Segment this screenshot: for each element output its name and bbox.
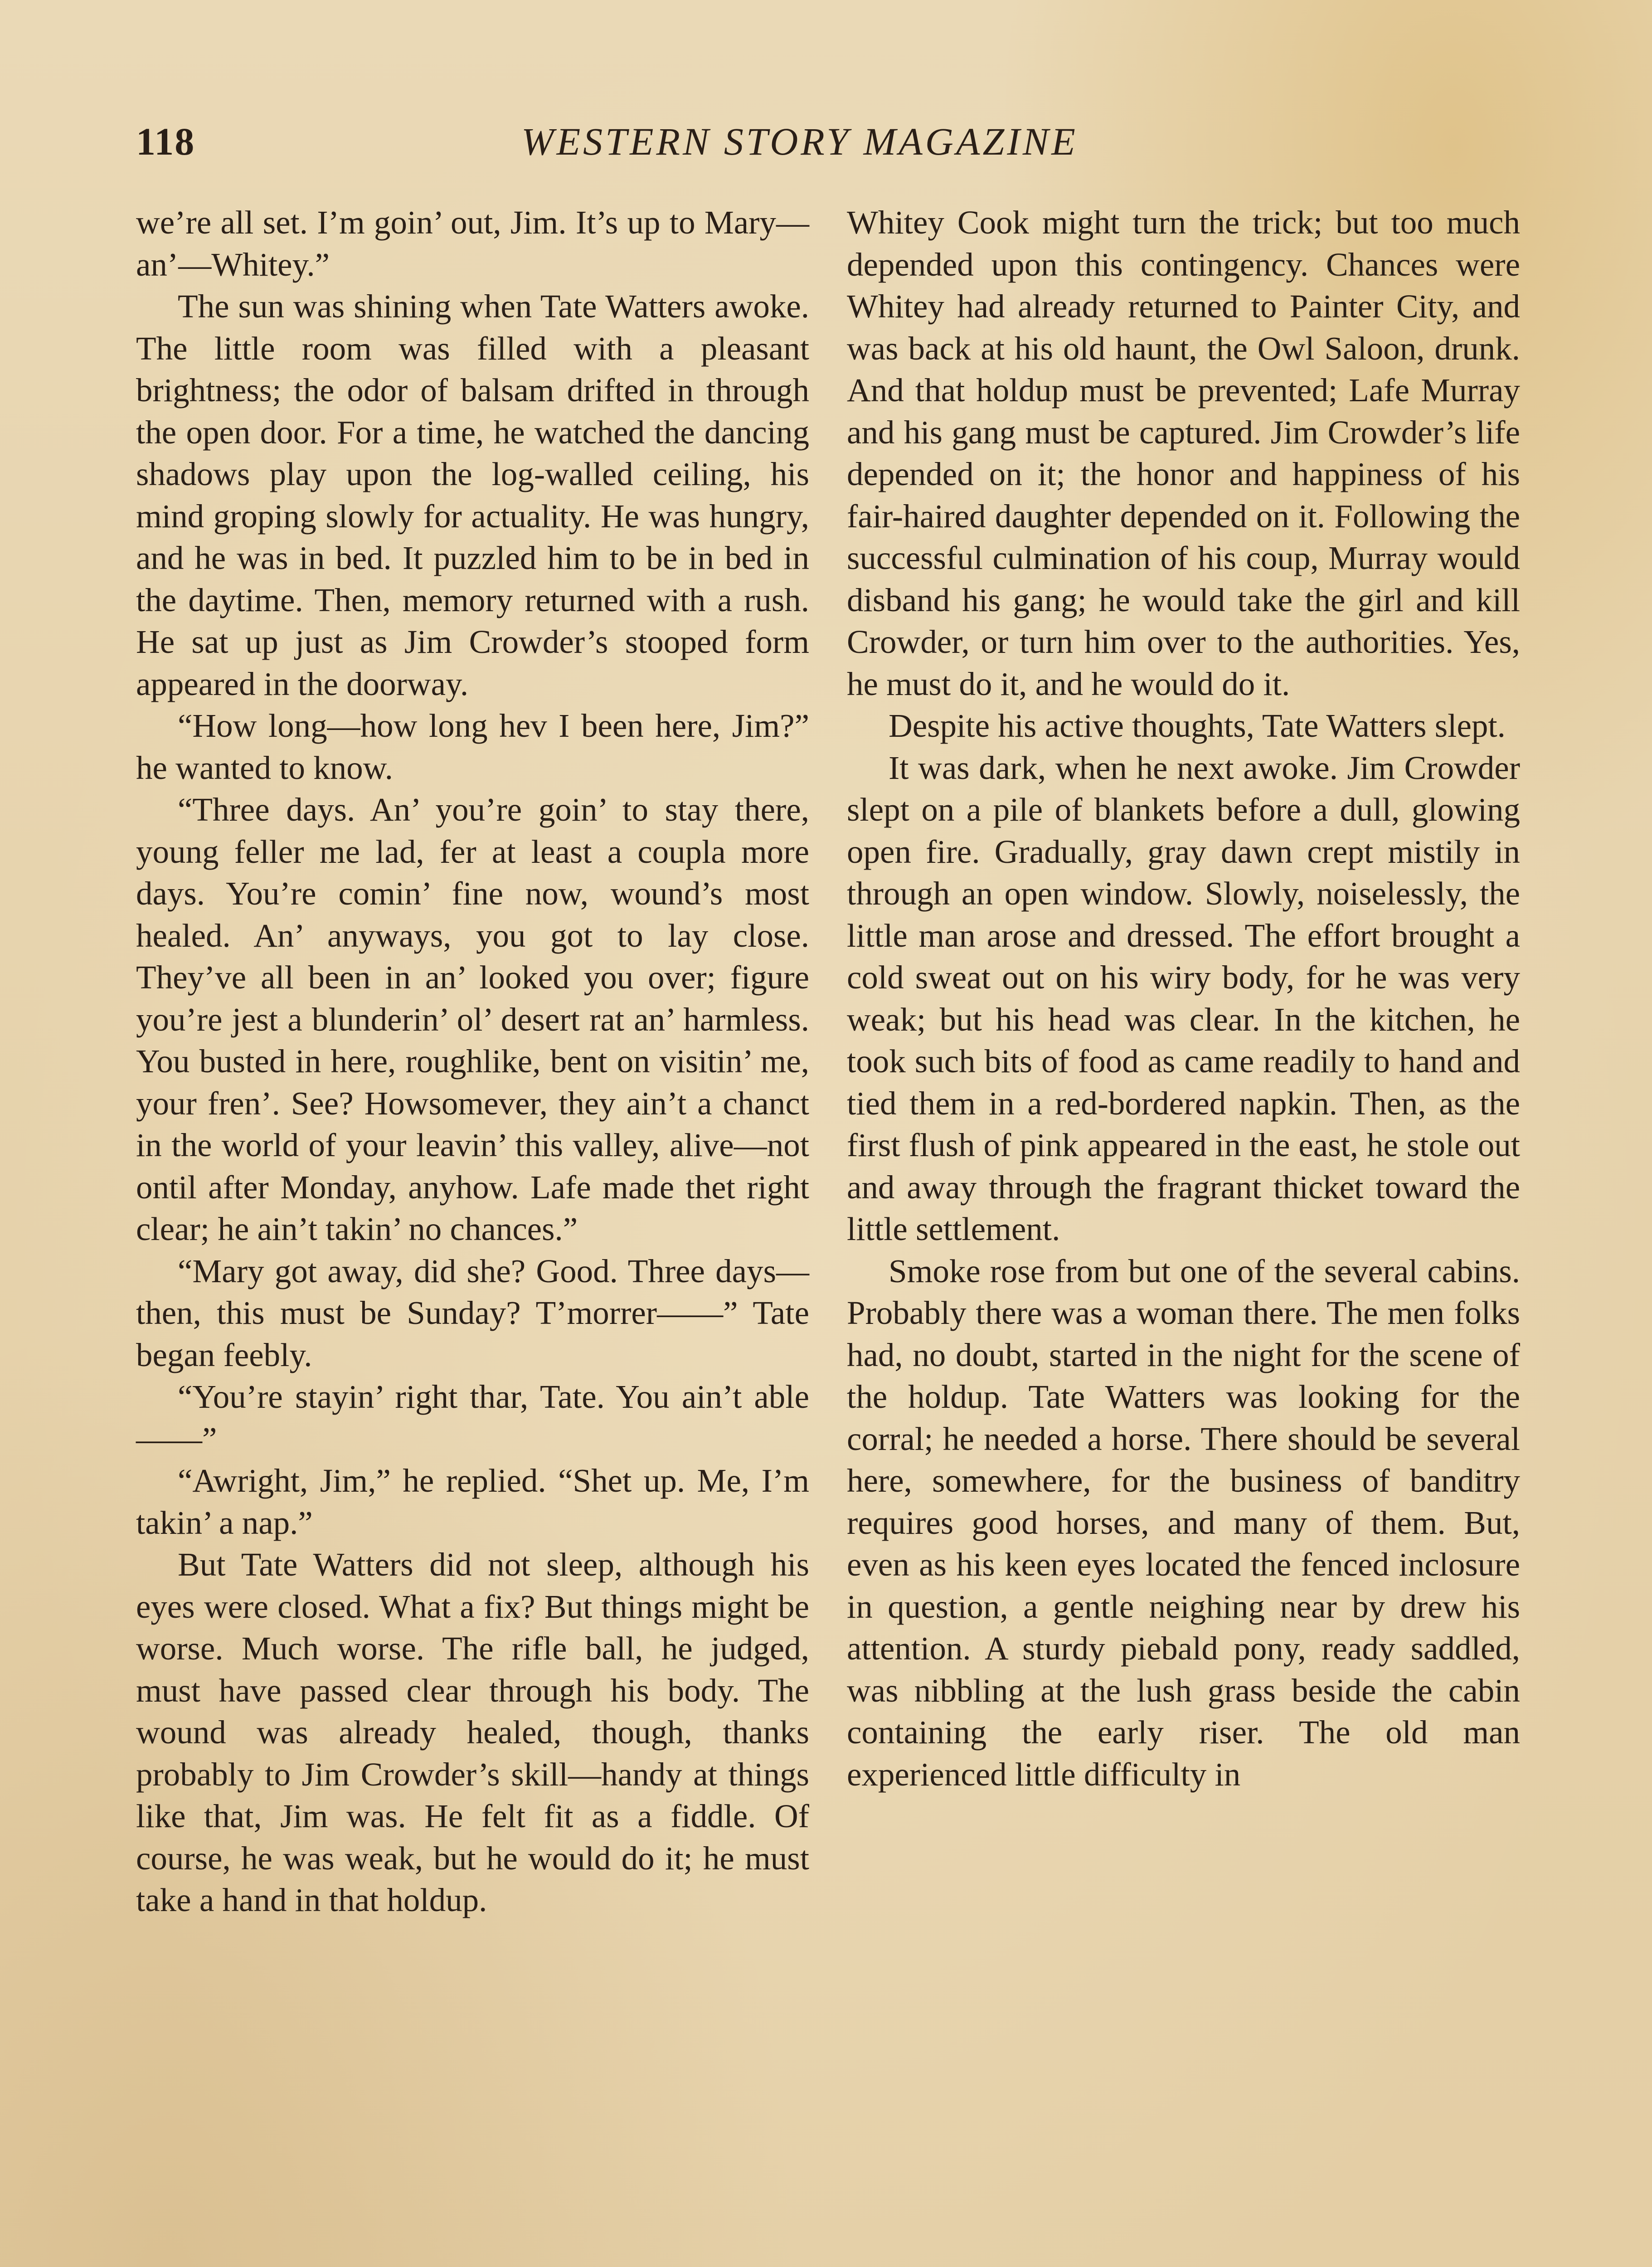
magazine-title: WESTERN STORY MAGAZINE (521, 120, 1078, 163)
paragraph: “You’re stayin’ right thar, Tate. You ain’t able——” (136, 1378, 809, 1457)
paragraph: Despite his active thoughts, Tate Watters slept. (889, 707, 1506, 744)
paragraph: It was dark, when he next awoke. Jim Crowder slept on a pile of blankets before a dull, glowing open fire. Gradually, gray dawn crept mistily in through an open window. Slowly, noiselessly, the little man arose and dressed. The effort brought a cold sweat out on his wiry body, for he was very weak; but his head was clear. In the kitchen, he took such bits of food as came readily to hand and tied them in a red-bordered napkin. Then, as the first flush of pink appeared in the east, he stole out and away through the fragrant thicket toward the little settlement. (847, 749, 1520, 1247)
paragraph: “Awright, Jim,” he replied. “Shet up. Me, I’m takin’ a nap.” (136, 1462, 809, 1541)
paragraph: The sun was shining when Tate Watters awoke. The little room was filled with a pleasant brightness; the odor of balsam drifted in through the open door. For a time, he watched the dancing shadows play upon the log-walled ceiling, his mind groping slowly for actuality. He was hungry, and he was in bed. It puzzled him to be in bed in the daytime. Then, memory returned with a rush. He sat up just as Jim Crowder’s stooped form appeared in the doorway. (136, 288, 809, 702)
paragraph: But Tate Watters did not sleep, although his eyes were closed. What a fix? But things might be worse. Much worse. The rifle ball, he judged, must have passed clear through his body. The wound was already healed, though, thanks probably to Jim Crowder’s skill—handy at things like that, Jim was. He felt fit as a fiddle. Of course, he was weak, but he would do it; he must take a hand in that holdup. (136, 1546, 809, 1918)
paragraph: “Mary got away, did she? Good. Three days—then, this must be Sunday? T’morrer——” Tate began feebly. (136, 1252, 809, 1373)
paragraph: Whitey Cook might turn the trick; but too much depended upon this contingency. Chances were Whitey had already returned to Painter City, and was back at his old haunt, the Owl Saloon, drunk. And that holdup must be prevented; Lafe Murray and his gang must be captured. Jim Crowder’s life depended on it; the honor and happiness of his fair-haired daughter depended on it. Following the successful culmination of his coup, Murray would disband his gang; he would take the girl and kill Crowder, or turn him over to the authorities. Yes, he must do it, and he would do it. (847, 204, 1520, 702)
paragraph: “Three days. An’ you’re goin’ to stay there, young feller me lad, fer at least a coupla more days. You’re comin’ fine now, wound’s most healed. An’ anyways, you got to lay close. They’ve all been in an’ looked you over; figure you’re jest a blunderin’ ol’ desert rat an’ harmless. You busted in here, roughlike, bent on visitin’ me, your fren’. See? Howsomever, they ain’t a chanct in the world of your leavin’ this valley, alive—not ontil after Monday, anyhow. Lafe made thet right clear; he ain’t takin’ no chances.” (136, 791, 809, 1247)
left-text-column (136, 202, 809, 1922)
paragraph: we’re all set. I’m goin’ out, Jim. It’s up to Mary—an’—Whitey.” (136, 204, 809, 283)
page-number: 118 (136, 120, 195, 163)
right-text-column (847, 202, 1520, 1795)
page-header (136, 119, 1519, 169)
paragraph: “How long—how long hev I been here, Jim?” he wanted to know. (136, 707, 809, 786)
paragraph: Smoke rose from but one of the several cabins. Probably there was a woman there. The men folks had, no doubt, started in the night for the scene of the holdup. Tate Watters was looking for the corral; he needed a horse. There should be several here, somewhere, for the business of banditry requires good horses, and many of them. But, even as his keen eyes located the fenced inclosure in question, a gentle neighing near by drew his attention. A sturdy piebald pony, ready saddled, was nibbling at the lush grass beside the cabin containing the early riser. The old man experienced little difficulty in (847, 1252, 1520, 1793)
